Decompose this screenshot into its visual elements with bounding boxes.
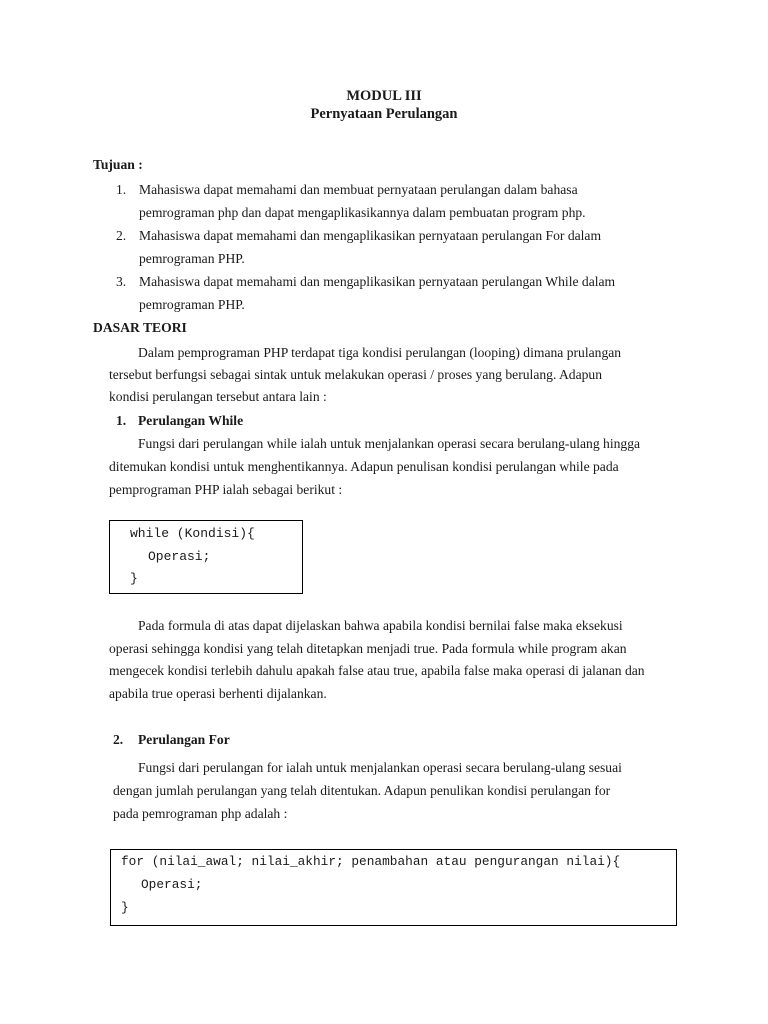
while-explanation-line2: operasi sehingga kondisi yang telah ditetapkan menjadi true. Pada formula while program akan <box>109 641 627 656</box>
tujuan-item-2-line2: pemrograman PHP. <box>139 251 245 266</box>
while-explanation-line3: mengecek kondisi terlebih dahulu apakah false atau true, apabila false maka operasi di jalanan dan <box>109 663 645 678</box>
tujuan-heading: Tujuan : <box>93 157 143 172</box>
module-subtitle: Pernyataan Perulangan <box>310 106 458 122</box>
dasar-teori-intro-line2: tersebut berfungsi sebagai sintak untuk melakukan operasi / proses yang berulang. Adapun <box>109 367 603 382</box>
tujuan-item-1-number: 1. <box>116 182 127 197</box>
for-section-number: 2. <box>113 732 124 747</box>
while-code-box <box>109 520 303 594</box>
for-code-line1: for (nilai_awal; nilai_akhir; penambahan atau pengurangan nilai){ <box>121 854 621 869</box>
while-paragraph-line3: pemprograman PHP ialah sebagai berikut : <box>109 482 343 497</box>
while-section-number: 1. <box>116 413 127 428</box>
for-code-line3: } <box>121 900 129 915</box>
for-section-heading: Perulangan For <box>138 732 230 747</box>
for-code-box <box>110 849 677 926</box>
for-paragraph-line2: dengan jumlah perulangan yang telah ditentukan. Adapun penulikan kondisi perulangan for <box>113 783 611 798</box>
dasar-teori-heading: DASAR TEORI <box>93 320 187 335</box>
while-paragraph-line1: Fungsi dari perulangan while ialah untuk menjalankan operasi secara berulang-ulang hingga <box>138 436 641 451</box>
tujuan-item-3-number: 3. <box>116 274 127 289</box>
tujuan-item-3-line2: pemrograman PHP. <box>139 297 245 312</box>
while-paragraph-line2: ditemukan kondisi untuk menghentikannya. Adapun penulisan kondisi perulangan while pada <box>109 459 619 474</box>
dasar-teori-intro-line1: Dalam pemprograman PHP terdapat tiga kondisi perulangan (looping) dimana prulangan <box>138 345 622 360</box>
for-code-line2: Operasi; <box>141 877 203 892</box>
while-code-line3: } <box>130 571 138 586</box>
tujuan-item-1-line1: Mahasiswa dapat memahami dan membuat pernyataan perulangan dalam bahasa <box>139 182 578 197</box>
tujuan-item-2-number: 2. <box>116 228 127 243</box>
tujuan-item-3-line1: Mahasiswa dapat memahami dan mengaplikasikan pernyataan perulangan While dalam <box>139 274 616 289</box>
dasar-teori-intro-line3: kondisi perulangan tersebut antara lain : <box>109 389 327 404</box>
while-explanation-line1: Pada formula di atas dapat dijelaskan bahwa apabila kondisi bernilai false maka eksekusi <box>138 618 623 633</box>
while-section-heading: Perulangan While <box>138 413 244 428</box>
for-paragraph-line1: Fungsi dari perulangan for ialah untuk menjalankan operasi secara berulang-ulang sesuai <box>138 760 622 775</box>
tujuan-item-2-line1: Mahasiswa dapat memahami dan mengaplikasikan pernyataan perulangan For dalam <box>139 228 602 243</box>
module-title: MODUL III <box>346 88 422 104</box>
while-code-line1: while (Kondisi){ <box>130 526 255 541</box>
for-paragraph-line3: pada pemrograman php adalah : <box>113 806 288 821</box>
while-code-line2: Operasi; <box>148 549 211 564</box>
tujuan-item-1-line2: pemrograman php dan dapat mengaplikasikannya dalam pembuatan program php. <box>139 205 586 220</box>
while-explanation-line4: apabila true operasi berhenti dijalankan. <box>109 686 327 701</box>
